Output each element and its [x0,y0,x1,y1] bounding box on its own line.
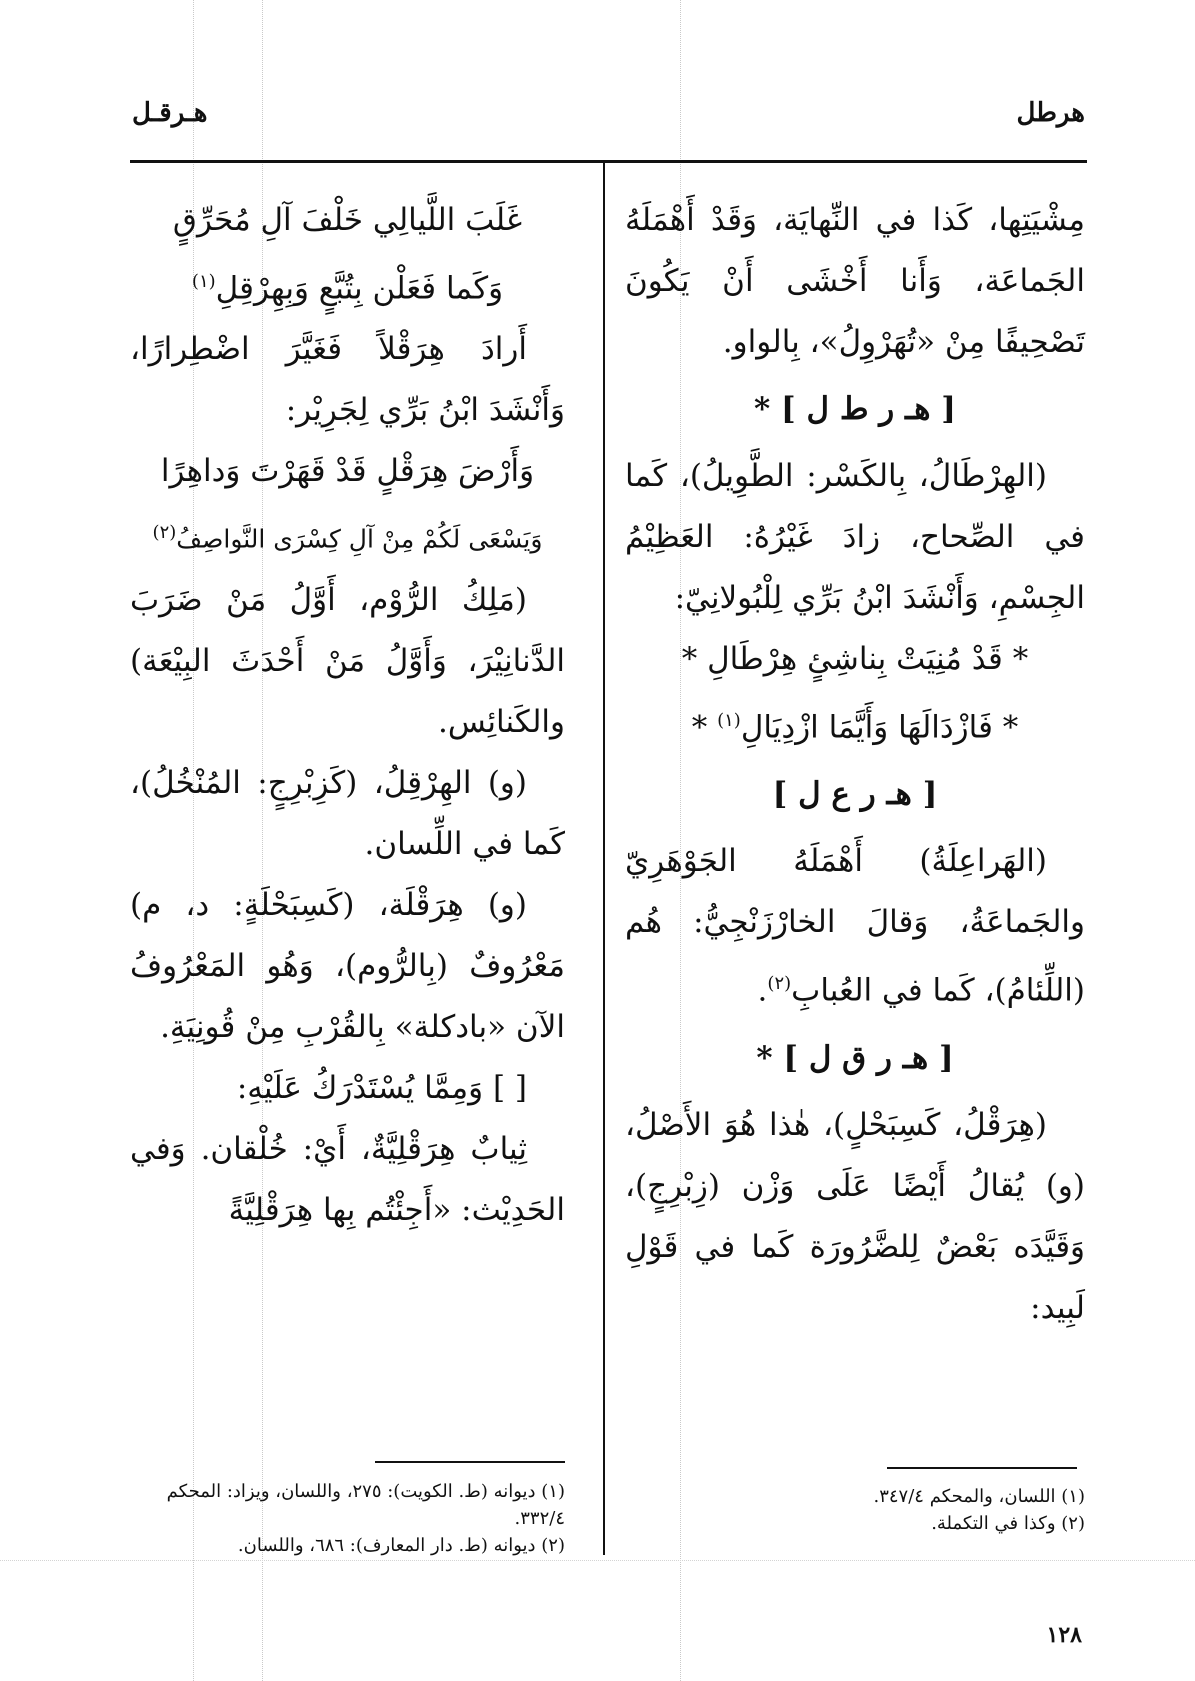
footnote-rule [375,1461,565,1463]
right-column [625,190,1085,1339]
paragraph: (الهِرْطَالُ، بِالكَسْر: الطَّوِيلُ)، كَما في الصِّحاح، زادَ غَيْرُهُ: العَظِيْمُ الجِسْمِ، وَأَنْشَدَ ابْنُ بَرِّي لِلْبُولانِيّ: [625,458,1085,616]
footnote-marker: (١) [191,271,216,292]
paragraph: مِشْيَتِها، كَذا في النِّهايَة، وَقَدْ أَهْمَلَهُ الجَماعَة، وَأَنا أَخْشَى أَنْ يَكُونَ تَصْحِيفًا مِنْ «تُهَرْوِلُ»، بِالواو. [625,202,1085,360]
verse-line: وَكَما فَعَلْن بِتُبَّعٍ وَبِهِرْقِلِ$^{(١)}$ [191,270,504,307]
page-number: ١٢٨ [1046,1622,1082,1648]
verse-line: وَيَسْعَى لَكُمْ مِنْ آلِ كِسْرَى النَّواصِفُ$^{(٢)}$ [152,522,543,554]
footnote-marker: (٢) [152,522,177,544]
entry-heading: [ هـ ر ع ل ] [772,776,938,813]
left-column [130,190,565,1241]
paragraph: (الهَراعِلَةُ) أَهْمَلَهُ الجَوْهَرِيّ والجَماعَةُ، وَقالَ الخارْزَنْجِيُّ: هُم (اللِّئامُ)، كَما في العُبابِ$^{(٢)}$. [625,843,1085,1009]
footnote-marker: (١) [717,710,741,731]
paragraph: أَرادَ هِرَقْلاً فَغَيَّرَ اضْطِرارًا، وَأَنْشَدَ ابْنُ بَرِّي لِجَرِيْر: [130,331,565,429]
paragraph: (و) هِرَقْلَة، (كَسِبَحْلَةٍ: د، م) مَعْرُوفٌ (بِالرُّوم)، وَهُو المَعْرُوفُ الآن «بادكلة» بِالقُرْبِ مِنْ قُونِيَةِ. [130,886,565,1045]
verse-line: غَلَبَ اللَّيالِي خَلْفَ آلِ مُحَرِّقٍ [172,202,523,238]
grid-line [0,1560,1195,1561]
entry-heading: [ هـ ر ط ل ] * [754,391,956,427]
footnote: (١) ديوانه (ط. الكويت): ٢٧٥، واللسان، ويزاد: المحكم ٣٣٢/٤. [166,1481,565,1529]
footnote: (٢) وكذا في التكملة. [931,1513,1085,1534]
paragraph: [ ] وَمِمَّا يُسْتَدْرَكُ عَلَيْهِ: [236,1069,527,1106]
verse-line: * قَدْ مُنِيَتْ بِناشِئٍ هِرْطَالِ * [681,641,1029,677]
footnote: (١) اللسان، والمحكم ٣٤٧/٤. [873,1486,1085,1507]
header-rule [130,160,1087,163]
footnote: (٢) ديوانه (ط. دار المعارف): ٦٨٦، واللسان. [237,1535,565,1556]
footnotes-right [625,1483,1085,1537]
running-head-right: هرطل [1016,98,1085,128]
paragraph: (هِرَقْلُ، كَسِبَحْلٍ)، هٰذا هُوَ الأَصْلُ، (و) يُقالُ أَيْضًا عَلَى وَزْن (زِبْرِجٍ)، وَقَيَّدَه بَعْضٌ لِلضَّرُورَة كَما في قَوْلِ لَبِيد: [625,1106,1085,1326]
entry-heading: [ هـ ر ق ل ] * [756,1039,954,1076]
column-divider [603,160,605,1555]
paragraph: (و) الهِرْقِلُ، (كَزِبْرِجٍ: المُنْخُلُ)، كَما في اللِّسان. [130,764,565,862]
paragraph: ثِيابٌ هِرَقْلِيَّةٌ، أَيْ: خُلْقان. وَفي الحَدِيْث: «أَجِئْتُم بِها هِرَقْلِيَّةً [130,1130,565,1228]
footnote-marker: (٢) [767,973,792,995]
footnotes-left [130,1478,565,1559]
verse-line: * فَازْدَالَهَا وَأَيَّمَا ازْدِيَالِ$^{(١)}$ * [691,709,1019,746]
paragraph: (مَلِكُ الرُّوْم، أَوَّلُ مَنْ ضَرَبَ الدَّنانِيْرَ، وَأَوَّلُ مَنْ أَحْدَثَ البِيْعَة) والكَنائِس. [130,581,565,740]
running-head-left: هـرقـل [132,98,208,128]
verse-line: وَأَرْضَ هِرَقْلٍ قَدْ قَهَرْتَ وَداهِرًا [160,453,535,490]
footnote-rule [887,1467,1077,1469]
